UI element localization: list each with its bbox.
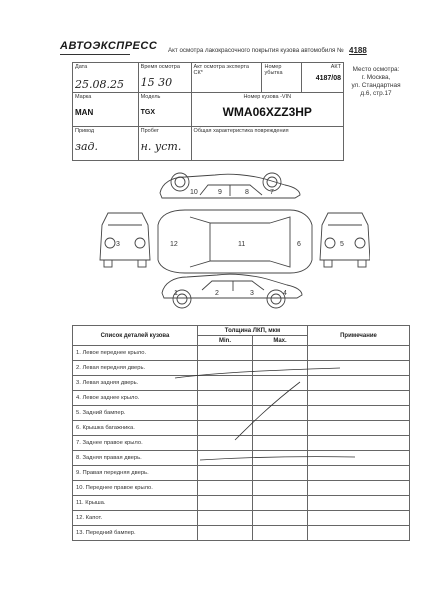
min-value bbox=[198, 481, 253, 496]
part-name: 13. Передний бампер. bbox=[73, 526, 198, 541]
loss-label: Номер убытка bbox=[264, 64, 283, 76]
overall-cell bbox=[191, 127, 343, 161]
col-note-header: Примечание bbox=[308, 326, 410, 346]
car-left-side-view bbox=[162, 274, 302, 308]
car-front-view bbox=[100, 213, 150, 267]
col-min-header: Min. bbox=[198, 336, 253, 346]
place-line-2: ул. Стандартная bbox=[351, 82, 401, 89]
drive-value: зад. bbox=[75, 140, 99, 153]
car-rear-view bbox=[320, 213, 370, 267]
act-label: АКТ bbox=[330, 64, 341, 70]
time-cell bbox=[138, 63, 191, 93]
max-value bbox=[253, 481, 308, 496]
table-row bbox=[73, 496, 410, 511]
logo-underline bbox=[60, 54, 130, 55]
note-value bbox=[308, 526, 410, 541]
act-value: 4187/08 bbox=[315, 75, 341, 82]
vin-label: Номер кузова -VIN bbox=[243, 94, 292, 100]
zone-label-front: 3 bbox=[116, 241, 120, 248]
table-row bbox=[73, 526, 410, 541]
company-logo: АВТОЭКСПРЕСС bbox=[60, 40, 158, 52]
expert-act-label: Акт осмотра эксперта СК* bbox=[193, 64, 249, 76]
car-body-diagram bbox=[90, 165, 370, 315]
part-name: 7. Заднее правое крыло. bbox=[73, 436, 198, 451]
note-value bbox=[308, 481, 410, 496]
drive-label: Привод bbox=[75, 128, 95, 134]
zone-label-1: 1 bbox=[174, 290, 178, 297]
max-value bbox=[253, 526, 308, 541]
max-value bbox=[253, 511, 308, 526]
max-value bbox=[253, 496, 308, 511]
part-name: 12. Капот. bbox=[73, 511, 198, 526]
part-name: 1. Левое переднее крыло. bbox=[73, 346, 198, 361]
min-value bbox=[198, 526, 253, 541]
col-max-header: Max. bbox=[253, 336, 308, 346]
part-name: 10. Переднее правое крыло. bbox=[73, 481, 198, 496]
time-label: Время осмотра bbox=[140, 64, 180, 70]
zone-label-11: 11 bbox=[238, 241, 246, 248]
zone-label-8: 8 bbox=[245, 189, 249, 196]
zone-label-6: 6 bbox=[297, 241, 301, 248]
part-name: 3. Левая задняя дверь. bbox=[73, 376, 198, 391]
part-name: 5. Задний бампер. bbox=[73, 406, 198, 421]
mileage-label: Пробег bbox=[140, 128, 159, 134]
zone-label-2: 2 bbox=[215, 290, 219, 297]
zone-label-9: 9 bbox=[218, 189, 222, 196]
part-name: 11. Крыша. bbox=[73, 496, 198, 511]
expert-act-cell bbox=[191, 63, 262, 93]
max-value bbox=[253, 346, 308, 361]
min-value bbox=[198, 496, 253, 511]
model-label: Модель bbox=[140, 94, 161, 100]
make-label: Марка bbox=[75, 94, 92, 100]
drive-cell bbox=[73, 127, 139, 161]
table-row bbox=[73, 511, 410, 526]
part-name: 8. Задняя правая дверь. bbox=[73, 451, 198, 466]
zone-label-4: 4 bbox=[283, 290, 287, 297]
date-cell bbox=[73, 63, 139, 93]
place-line-3: д.6, стр.17 bbox=[360, 90, 392, 97]
make-value: MAN bbox=[75, 108, 94, 117]
zone-label-5: 5 bbox=[340, 241, 344, 248]
car-top-view bbox=[158, 210, 312, 273]
vin-cell bbox=[191, 93, 343, 127]
zone-label-10: 10 bbox=[190, 189, 198, 196]
make-cell bbox=[73, 93, 139, 127]
note-value bbox=[308, 511, 410, 526]
table-row bbox=[73, 346, 410, 361]
mileage-value: н. уст. bbox=[140, 140, 182, 153]
date-label: Дата bbox=[75, 64, 88, 70]
min-value bbox=[198, 346, 253, 361]
model-cell bbox=[138, 93, 191, 127]
overall-label: Общая характеристика повреждения bbox=[193, 128, 289, 134]
min-value bbox=[198, 511, 253, 526]
part-name: 4. Левое заднее крыло. bbox=[73, 391, 198, 406]
note-value bbox=[308, 346, 410, 361]
zone-label-3: 3 bbox=[250, 290, 254, 297]
place-line-1: г. Москва, bbox=[361, 74, 391, 81]
col-thickness-header: Толщина ЛКП, мкм bbox=[198, 326, 308, 336]
part-name: 9. Правая передняя дверь. bbox=[73, 466, 198, 481]
loss-cell bbox=[262, 63, 301, 93]
handwritten-strikethrough bbox=[150, 360, 400, 470]
document-number: 4188 bbox=[349, 46, 367, 55]
date-value: 25.08.25 bbox=[75, 78, 124, 91]
time-value: 15 30 bbox=[140, 76, 173, 89]
table-row bbox=[73, 481, 410, 496]
part-name: 6. Крышка багажника. bbox=[73, 421, 198, 436]
act-cell bbox=[301, 63, 343, 93]
model-value: TGX bbox=[140, 109, 156, 116]
zone-label-12: 12 bbox=[170, 241, 178, 248]
note-value bbox=[308, 496, 410, 511]
mileage-cell bbox=[138, 127, 191, 161]
document-title: Акт осмотра лакокрасочного покрытия кузова автомобиля № bbox=[168, 47, 344, 54]
info-table bbox=[72, 62, 344, 161]
zone-label-7: 7 bbox=[270, 189, 274, 196]
car-right-side-view bbox=[160, 173, 300, 198]
vin-value: WMA06XZZ3HP bbox=[222, 105, 312, 119]
inspection-place bbox=[343, 66, 409, 98]
col-parts-header: Список деталей кузова bbox=[73, 326, 198, 346]
part-name: 2. Левая передняя дверь. bbox=[73, 361, 198, 376]
place-label: Место осмотра: bbox=[352, 66, 400, 73]
